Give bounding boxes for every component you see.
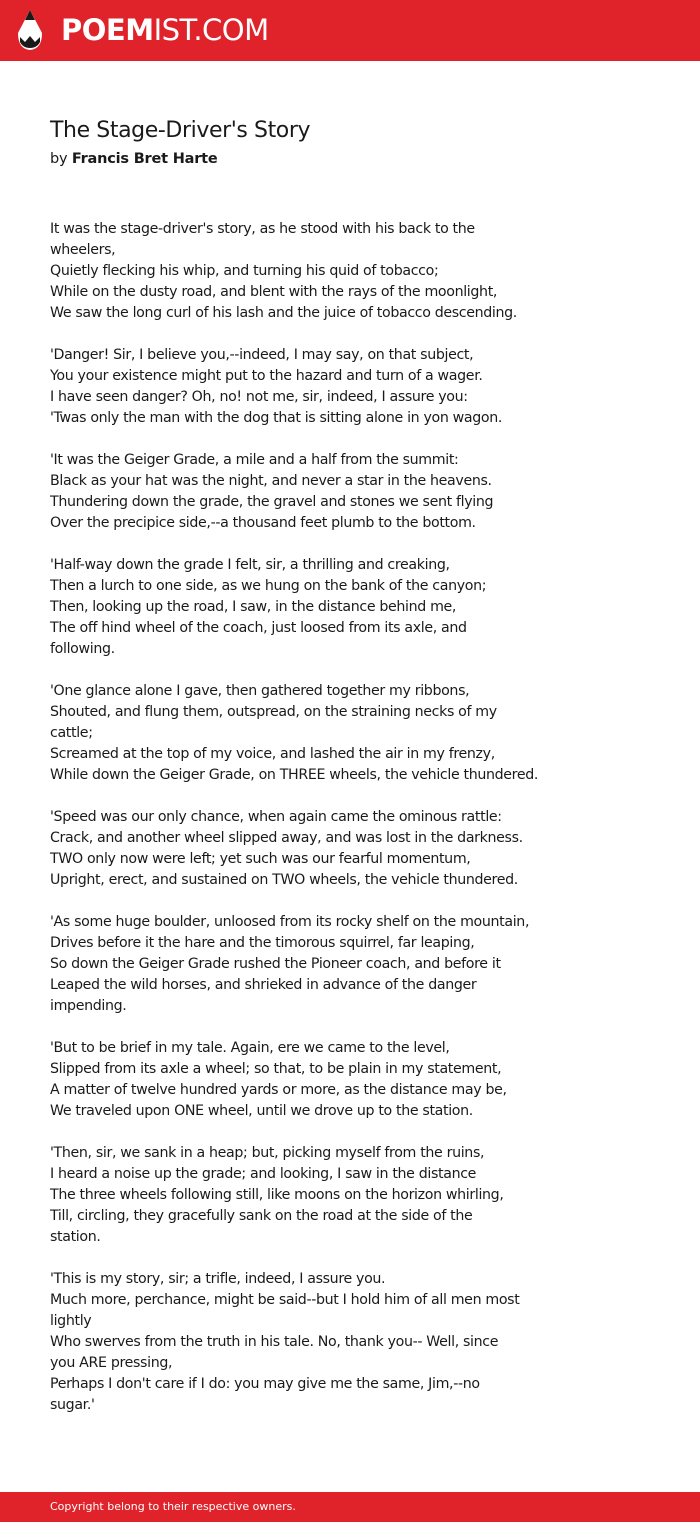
poem-line: Quietly flecking his whip, and turning his quid of tobacco; — [50, 263, 439, 279]
poem-title: The Stage-Driver's Story — [50, 118, 311, 143]
poem-line: I heard a noise up the grade; and looking, I saw in the distance — [50, 1166, 477, 1182]
poem-line: Screamed at the top of my voice, and lashed the air in my frenzy, — [50, 746, 495, 762]
poem-line: impending. — [50, 998, 127, 1014]
poem-line: Upright, erect, and sustained on TWO wheels, the vehicle thundered. — [50, 872, 518, 888]
stanza-break — [50, 660, 550, 681]
poem-line: Then a lurch to one side, as we hung on the bank of the canyon; — [50, 578, 487, 594]
poem-line: Thundering down the grade, the gravel and stones we sent flying — [50, 494, 494, 510]
poem-line: Over the precipice side,--a thousand feet plumb to the bottom. — [50, 515, 476, 531]
poem-line: While down the Geiger Grade, on THREE wheels, the vehicle thundered. — [50, 767, 539, 783]
poem-line: lightly — [50, 1313, 92, 1329]
poem-line: cattle; — [50, 725, 93, 741]
poem-line: 'Twas only the man with the dog that is sitting alone in yon wagon. — [50, 410, 503, 426]
poem-line: Drives before it the hare and the timorous squirrel, far leaping, — [50, 935, 475, 951]
poem-line: We traveled upon ONE wheel, until we drove up to the station. — [50, 1103, 473, 1119]
poem-line: Much more, perchance, might be said--but I hold him of all men most — [50, 1292, 520, 1308]
pencil-tip-icon — [17, 9, 43, 51]
stanza-break — [50, 891, 550, 912]
poem-byline — [50, 149, 218, 169]
poem-line: wheelers, — [50, 242, 116, 258]
stanza-break — [50, 1122, 550, 1143]
poem-line: A matter of twelve hundred yards or more, as the distance may be, — [50, 1082, 507, 1098]
poem-line: 'This is my story, sir; a trifle, indeed, I assure you. — [50, 1271, 386, 1287]
poem-line: Who swerves from the truth in his tale. No, thank you-- Well, since — [50, 1334, 499, 1350]
poem-line: Crack, and another wheel slipped away, and was lost in the darkness. — [50, 830, 523, 846]
poem-line: You your existence might put to the hazard and turn of a wager. — [50, 368, 483, 384]
site-logo[interactable] — [61, 12, 269, 48]
stanza-break — [50, 786, 550, 807]
site-header — [0, 0, 700, 61]
stanza-break — [50, 429, 550, 450]
logo-text-bold: POEM — [61, 13, 154, 47]
poem-line: The three wheels following still, like moons on the horizon whirling, — [50, 1187, 504, 1203]
poem-line: Shouted, and flung them, outspread, on the straining necks of my — [50, 704, 497, 720]
poem-line: 'Half-way down the grade I felt, sir, a thrilling and creaking, — [50, 557, 450, 573]
poem-line: sugar.' — [50, 1397, 95, 1413]
poem-line: So down the Geiger Grade rushed the Pioneer coach, and before it — [50, 956, 501, 972]
poem-line: following. — [50, 641, 115, 657]
poem-line: We saw the long curl of his lash and the juice of tobacco descending. — [50, 305, 517, 321]
poem-line: Then, looking up the road, I saw, in the distance behind me, — [50, 599, 457, 615]
poem-line: Slipped from its axle a wheel; so that, to be plain in my statement, — [50, 1061, 502, 1077]
poem-line: Leaped the wild horses, and shrieked in advance of the danger — [50, 977, 477, 993]
poem-line: station. — [50, 1229, 101, 1245]
poem-line: Black as your hat was the night, and never a star in the heavens. — [50, 473, 492, 489]
stanza-break — [50, 1248, 550, 1269]
poem-line: TWO only now were left; yet such was our fearful momentum, — [50, 851, 471, 867]
poem-line: 'As some huge boulder, unloosed from its rocky shelf on the mountain, — [50, 914, 530, 930]
poem-line: 'But to be brief in my tale. Again, ere we came to the level, — [50, 1040, 450, 1056]
poem-line: 'Then, sir, we sank in a heap; but, picking myself from the ruins, — [50, 1145, 485, 1161]
poem-line: you ARE pressing, — [50, 1355, 173, 1371]
stanza-break — [50, 1017, 550, 1038]
stanza-break — [50, 324, 550, 345]
poem-line: 'Danger! Sir, I believe you,--indeed, I may say, on that subject, — [50, 347, 474, 363]
poem-line: I have seen danger? Oh, no! not me, sir, indeed, I assure you: — [50, 389, 468, 405]
poem-line: Till, circling, they gracefully sank on the road at the side of the — [50, 1208, 473, 1224]
poem-body — [50, 219, 550, 1416]
site-footer — [0, 1492, 700, 1522]
by-label: by — [50, 151, 68, 167]
poem-line: The off hind wheel of the coach, just loosed from its axle, and — [50, 620, 467, 636]
poem-line: 'Speed was our only chance, when again came the ominous rattle: — [50, 809, 502, 825]
poem-line: It was the stage-driver's story, as he stood with his back to the — [50, 221, 475, 237]
copyright-notice: Copyright belong to their respective owners. — [50, 1500, 296, 1513]
poem-line: Perhaps I don't care if I do: you may give me the same, Jim,--no — [50, 1376, 480, 1392]
poem-line: While on the dusty road, and blent with the rays of the moonlight, — [50, 284, 498, 300]
logo-text-light: IST.COM — [153, 13, 269, 47]
poem-author: Francis Bret Harte — [71, 151, 218, 167]
stanza-break — [50, 534, 550, 555]
poem-line: 'One glance alone I gave, then gathered together my ribbons, — [50, 683, 470, 699]
poem-line: 'It was the Geiger Grade, a mile and a half from the summit: — [50, 452, 459, 468]
